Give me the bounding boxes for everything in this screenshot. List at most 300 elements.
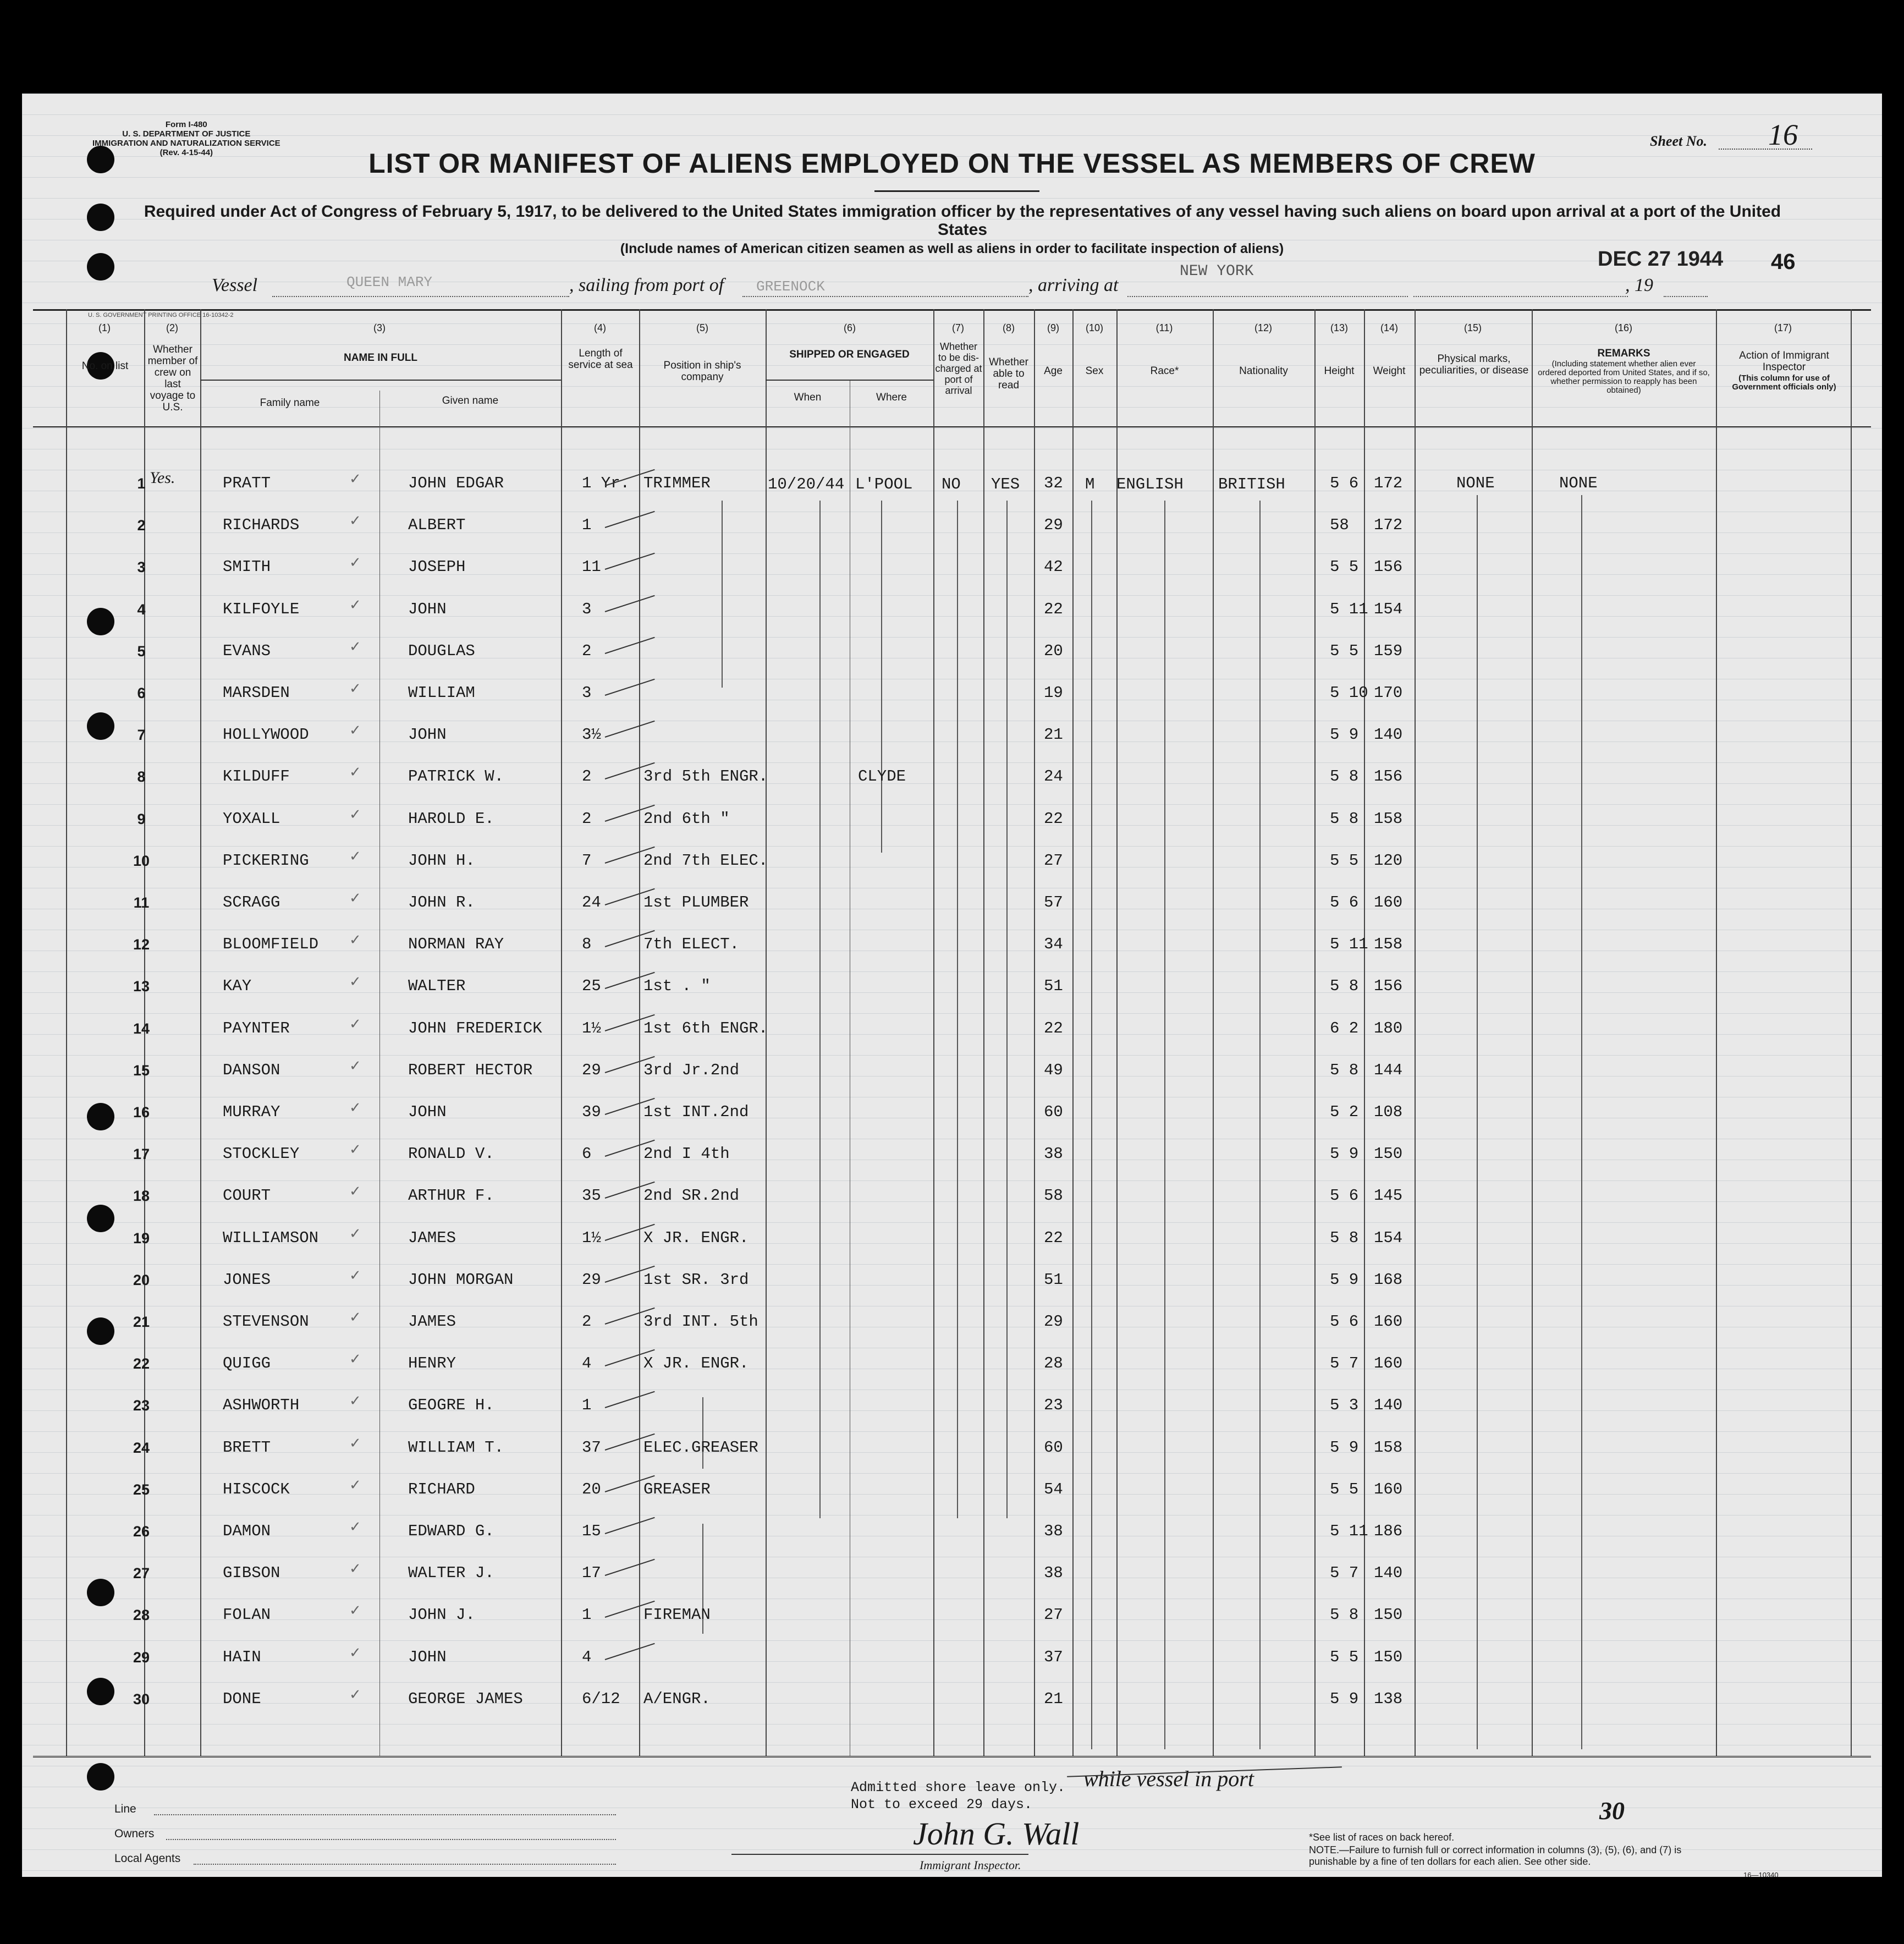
age-value: 23 [1044,1396,1063,1415]
check-mark-icon: ✓ [349,471,361,487]
given-name: PATRICK W. [408,767,504,786]
length-of-service: 6/12 [582,1689,620,1708]
height-value: 5 6 [1330,1313,1359,1331]
length-of-service: 24 [582,893,601,911]
position-in-company: 2nd 6th " [643,809,730,828]
age-value: 38 [1044,1564,1063,1583]
height-value: 5 5 [1330,1480,1359,1498]
family-name: PICKERING [223,851,309,870]
col-rule [983,309,984,1756]
col-rule [639,309,640,1756]
col-number: (9) [1047,322,1059,333]
age-value: 22 [1044,809,1063,828]
weight-value: 160 [1374,893,1403,911]
age-value: 37 [1044,1648,1063,1666]
check-mark-icon: ✓ [349,1351,361,1368]
position-in-company: TRIMMER [643,474,711,492]
ditto-line [702,1397,703,1469]
weight-value: 144 [1374,1061,1403,1079]
ditto-line [1006,501,1008,1518]
manifest-sheet [22,94,1882,1877]
row-number: 27 [133,1565,150,1582]
length-of-service: 11 [582,558,601,576]
height-value: 5 9 [1330,1270,1359,1289]
col-number: (10) [1085,322,1103,333]
binder-hole [87,608,114,635]
age-value: 19 [1044,684,1063,702]
age-value: 51 [1044,1270,1063,1289]
binder-hole [87,204,114,231]
given-name: JOHN MORGAN [408,1270,514,1289]
length-of-service: 3½ [582,726,601,744]
page-title: LIST OR MANIFEST OF ALIENS EMPLOYED ON THE VESSEL AS MEMBERS OF CREW [368,148,1536,179]
check-mark-icon: ✓ [349,513,361,529]
length-of-service: 25 [582,977,601,996]
length-of-service: 1 Yr. [582,474,630,492]
height-value: 5 9 [1330,1438,1359,1457]
height-value: 5 9 [1330,1145,1359,1163]
family-name: DANSON [223,1061,280,1079]
race-value: ENGLISH [1116,475,1184,493]
ditto-dash [605,511,655,528]
weight-value: 108 [1374,1103,1403,1121]
height-value: 5 6 [1330,1187,1359,1205]
age-value: 38 [1044,1522,1063,1540]
header-nationality: Nationality [1239,365,1288,377]
header-race: Race* [1150,365,1179,377]
row-number: 23 [133,1397,150,1414]
check-mark-icon: ✓ [349,1602,361,1619]
check-mark-icon: ✓ [349,1519,361,1535]
port-line [742,296,1028,297]
weight-value: 172 [1374,474,1403,492]
check-mark-icon: ✓ [349,680,361,696]
service: IMMIGRATION AND NATURALIZATION SERVICE [92,139,280,148]
col-number: (5) [696,322,708,333]
check-mark-icon: ✓ [349,638,361,655]
header-given-name: Given name [442,395,499,407]
owners-label: Owners [114,1827,155,1840]
weight-value: 140 [1374,726,1403,744]
weight-value: 138 [1374,1689,1403,1708]
weight-value: 145 [1374,1187,1403,1205]
given-name: ROBERT HECTOR [408,1061,533,1079]
signature-line [731,1854,1028,1855]
family-name: RICHARDS [223,516,300,535]
check-mark-icon: ✓ [349,932,361,948]
family-name: HISCOCK [223,1480,290,1498]
family-name: STEVENSON [223,1313,309,1331]
col-number: (16) [1614,322,1632,333]
row-number: 24 [133,1439,150,1456]
year-label: , 19 [1625,275,1653,295]
shipped-when: 10/20/44 [768,475,845,493]
family-name: HOLLYWOOD [223,726,309,744]
check-mark-icon: ✓ [349,1476,361,1493]
height-value: 5 8 [1330,809,1359,828]
given-name: GEOGRE H. [408,1396,494,1415]
col-rule [1116,309,1118,1756]
height-value: 5 8 [1330,1061,1359,1079]
check-mark-icon: ✓ [349,1183,361,1200]
admitted-line-1: Admitted shore leave only. [851,1780,1066,1795]
position-in-company: 2nd I 4th [643,1145,730,1163]
age-value: 32 [1044,474,1063,492]
age-value: 29 [1044,516,1063,535]
height-value: 5 8 [1330,1228,1359,1247]
row-number: 9 [137,810,146,827]
check-mark-icon: ✓ [349,1267,361,1283]
col-number: (12) [1254,322,1272,333]
row-number: 6 [137,685,146,701]
given-name: JAMES [408,1228,456,1247]
form-number: Form I-480 [165,120,207,129]
shipped-where: L'POOL [855,475,913,493]
family-name: ASHWORTH [223,1396,300,1415]
given-name: WALTER J. [408,1564,494,1583]
col-number: (15) [1463,322,1482,333]
length-of-service: 1 [582,1606,592,1624]
header-bottom-rule [33,426,1871,427]
col-rule [1034,309,1035,1756]
header-able-read: Whether able to read [989,356,1028,391]
weight-value: 156 [1374,767,1403,786]
given-name: NORMAN RAY [408,935,504,954]
check-mark-icon: ✓ [349,596,361,613]
given-name: JOHN FREDERICK [408,1019,542,1037]
to-be-discharged: NO [942,475,961,493]
binder-hole [87,1103,114,1130]
height-value: 5 8 [1330,1606,1359,1624]
col-rule [66,309,67,1756]
length-of-service: 1½ [582,1019,601,1037]
weight-value: 172 [1374,516,1403,535]
col-number: (3) [373,322,386,333]
family-name: QUIGG [223,1354,271,1373]
weight-value: 150 [1374,1648,1403,1666]
name-subrule [200,380,561,381]
row-number: 19 [133,1229,150,1246]
position-in-company: 3rd 5th ENGR. [643,767,768,786]
length-of-service: 2 [582,809,592,828]
check-mark-icon: ✓ [349,1644,361,1661]
binder-hole [87,253,114,281]
position-in-company: A/ENGR. [643,1689,711,1708]
age-value: 60 [1044,1438,1063,1457]
ditto-dash [605,721,655,738]
weight-value: 160 [1374,1480,1403,1498]
given-name: DOUGLAS [408,641,475,660]
header-height: Height [1324,365,1355,377]
position-in-company: 1st 6th ENGR. [643,1019,768,1037]
age-value: 49 [1044,1061,1063,1079]
col-number: (13) [1330,322,1348,333]
header-weight: Weight [1373,365,1406,377]
agents-underline [194,1864,616,1865]
ditto-line [1259,501,1261,1749]
given-name: HAROLD E. [408,809,494,828]
length-of-service: 3 [582,684,592,702]
length-of-service: 1 [582,1396,592,1415]
include-note: (Include names of American citizen seamen as well as aliens in order to facilitate inspection of aliens) [620,241,1284,256]
position-in-company: 7th ELECT. [643,935,740,954]
age-value: 28 [1044,1354,1063,1373]
binder-hole [87,1205,114,1232]
row-number: 13 [133,978,150,995]
ditto-line [957,501,958,1518]
arrival-line [1127,296,1408,297]
header-no-on-list: No. on list [81,360,129,372]
row-number: 15 [133,1062,150,1079]
length-of-service: 7 [582,851,592,870]
col-number: (6) [844,322,856,333]
vessel-label: Vessel [212,275,258,295]
check-mark-icon: ✓ [349,974,361,990]
height-value: 5 5 [1330,558,1359,576]
row-number: 7 [137,727,146,744]
col-number: (7) [952,322,964,333]
height-value: 5 11 [1330,1522,1368,1540]
check-mark-icon: ✓ [349,1100,361,1116]
admitted-line-2: Not to exceed 29 days. [851,1797,1033,1813]
family-name: FOLAN [223,1606,271,1624]
row-number: 10 [133,852,150,869]
age-value: 29 [1044,1313,1063,1331]
age-value: 34 [1044,935,1063,954]
check-mark-icon: ✓ [349,722,361,739]
height-value: 5 10 [1330,684,1368,702]
weight-value: 180 [1374,1019,1403,1037]
ditto-dash [605,1391,655,1408]
check-mark-icon: ✓ [349,1309,361,1325]
races-note: *See list of races on back hereof. [1309,1832,1455,1843]
weight-value: 154 [1374,1228,1403,1247]
length-of-service: 37 [582,1438,601,1457]
col-number: (14) [1380,322,1398,333]
height-value: 5 5 [1330,851,1359,870]
height-value: 5 5 [1330,1648,1359,1666]
age-value: 24 [1044,767,1063,786]
row-number: 12 [133,936,150,953]
family-name: DONE [223,1689,261,1708]
ditto-dash [605,636,655,654]
family-name: BLOOMFIELD [223,935,319,954]
family-name: MURRAY [223,1103,280,1121]
given-name: RICHARD [408,1480,475,1498]
given-name: JOHN [408,1648,447,1666]
check-mark-icon: ✓ [349,554,361,571]
ditto-line [1091,501,1092,1749]
row-number: 4 [137,601,146,618]
col-rule [1415,309,1416,1756]
ditto-line [1477,495,1478,1749]
height-value: 5 11 [1330,600,1368,618]
length-of-service: 2 [582,641,592,660]
given-name: JAMES [408,1313,456,1331]
height-value: 5 7 [1330,1354,1359,1373]
weight-value: 158 [1374,809,1403,828]
height-value: 5 3 [1330,1396,1359,1415]
vessel-line [272,296,569,297]
family-name: BRETT [223,1438,271,1457]
weight-value: 120 [1374,851,1403,870]
weight-value: 170 [1374,684,1403,702]
length-of-service: 8 [582,935,592,954]
age-value: 22 [1044,1228,1063,1247]
vessel-name: QUEEN MARY [346,274,433,290]
height-value: 5 2 [1330,1103,1359,1121]
header-name-in-full: NAME IN FULL [343,352,418,364]
height-value: 5 6 [1330,893,1359,911]
family-name: SCRAGG [223,893,280,911]
position-in-company: 2nd 7th ELEC. [643,851,768,870]
col-number: (11) [1155,322,1173,333]
given-name: EDWARD G. [408,1522,494,1540]
col-number: (2) [166,322,178,333]
sheet-number: 16 [1768,118,1798,151]
header-length-service: Length of service at sea [568,348,633,371]
inspector-label: Immigrant Inspector. [920,1858,1021,1872]
header-family-name: Family name [260,397,320,409]
arriving-label: , arriving at [1028,275,1119,295]
position-in-company: X JR. ENGR. [643,1354,749,1373]
local-agents-label: Local Agents [114,1852,181,1865]
ditto-line [819,501,821,1518]
member-last-voyage: Yes. [150,469,175,487]
header-shipped-engaged: SHIPPED OR ENGAGED [789,349,910,360]
given-name: JOHN EDGAR [408,474,504,492]
header-where: Where [876,392,907,403]
family-name: SMITH [223,558,271,576]
row-number: 29 [133,1649,150,1666]
table-bottom-rule [33,1756,1871,1758]
total-count: 30 [1599,1797,1625,1825]
height-value: 5 9 [1330,1689,1359,1708]
binder-hole [87,712,114,740]
position-in-company: FIREMAN [643,1606,711,1624]
row-number: 28 [133,1607,150,1624]
weight-value: 140 [1374,1564,1403,1583]
shipped-where: CLYDE [858,767,906,786]
given-name: HENRY [408,1354,456,1373]
given-name: JOHN [408,1103,447,1121]
ditto-line [722,501,723,688]
position-in-company: 1st . " [643,977,711,996]
given-name: ALBERT [408,516,466,535]
weight-value: 156 [1374,558,1403,576]
col-number: (8) [1003,322,1015,333]
family-name: STOCKLEY [223,1145,300,1163]
age-value: 54 [1044,1480,1063,1498]
line-label: Line [114,1803,136,1815]
date-stamp: DEC 27 1944 [1598,248,1724,271]
ditto-dash [605,1517,655,1534]
length-of-service: 15 [582,1522,601,1540]
row-number: 18 [133,1188,150,1205]
given-name: WALTER [408,977,466,996]
sex-value: M [1085,475,1095,493]
age-value: 27 [1044,851,1063,870]
header-age: Age [1044,365,1063,377]
weight-value: 160 [1374,1313,1403,1331]
line-underline [154,1814,616,1815]
ditto-dash [605,595,655,612]
age-value: 21 [1044,726,1063,744]
height-value: 5 11 [1330,935,1368,954]
length-of-service: 35 [582,1187,601,1205]
family-name: PAYNTER [223,1019,290,1037]
age-value: 22 [1044,600,1063,618]
row-number: 16 [133,1104,150,1121]
ditto-dash [605,679,655,696]
col-rule [379,391,380,1756]
table-top-rule [33,309,1871,311]
position-in-company: 1st SR. 3rd [643,1270,749,1289]
ditto-line [1581,495,1582,1749]
penalty-note: NOTE.—Failure to furnish full or correct information in columns (3), (5), (6), and (7) is punishable by a fine of ten dollars for each alien. See other side. [1309,1844,1682,1867]
given-name: GEORGE JAMES [408,1689,523,1708]
position-in-company: GREASER [643,1480,711,1498]
legal-requirement: Required under Act of Congress of February 5, 1917, to be delivered to the United States immigration officer by the representatives of any vessel having such aliens on board upon arrival at a port of the United States [144,202,1781,239]
header-member-last-voyage: Whether member of crew on last voyage to U.S. [147,344,198,413]
family-name: JONES [223,1270,271,1289]
family-name: KAY [223,977,252,996]
check-mark-icon: ✓ [349,1393,361,1409]
title-rule [874,190,1039,192]
length-of-service: 3 [582,600,592,618]
position-in-company: 2nd SR.2nd [643,1187,740,1205]
length-of-service: 6 [582,1145,592,1163]
binder-hole [87,1678,114,1705]
ditto-line [1164,501,1165,1749]
row-number: 3 [137,559,146,576]
age-value: 51 [1044,977,1063,996]
check-mark-icon: ✓ [349,806,361,822]
given-name: JOHN H. [408,851,475,870]
revision: (Rev. 4-15-44) [159,148,213,157]
weight-value: 186 [1374,1522,1403,1540]
header-physical-marks: Physical marks, peculiarities, or disease [1419,353,1529,376]
binder-hole [87,1317,114,1345]
position-in-company: 1st INT.2nd [643,1103,749,1121]
check-mark-icon: ✓ [349,1435,361,1451]
row-number: 2 [137,517,146,534]
physical-marks-value: NONE [1456,474,1495,492]
weight-value: 150 [1374,1606,1403,1624]
check-mark-icon: ✓ [349,1057,361,1074]
col-rule [1213,309,1214,1756]
given-name: JOSEPH [408,558,466,576]
check-mark-icon: ✓ [349,1686,361,1703]
binder-hole [87,1763,114,1791]
age-value: 38 [1044,1145,1063,1163]
weight-value: 150 [1374,1145,1403,1163]
able-to-read: YES [991,475,1020,493]
age-value: 22 [1044,1019,1063,1037]
col-rule [200,309,201,1756]
department: U. S. DEPARTMENT OF JUSTICE [122,129,251,139]
ditto-dash [605,553,655,570]
age-value: 20 [1044,641,1063,660]
check-mark-icon: ✓ [349,1015,361,1032]
height-value: 5 7 [1330,1564,1359,1583]
family-name: WILLIAMSON [223,1228,319,1247]
col-rule [1314,309,1316,1756]
height-value: 5 8 [1330,977,1359,996]
row-number: 14 [133,1020,150,1037]
length-of-service: 29 [582,1061,601,1079]
given-name: JOHN [408,726,447,744]
